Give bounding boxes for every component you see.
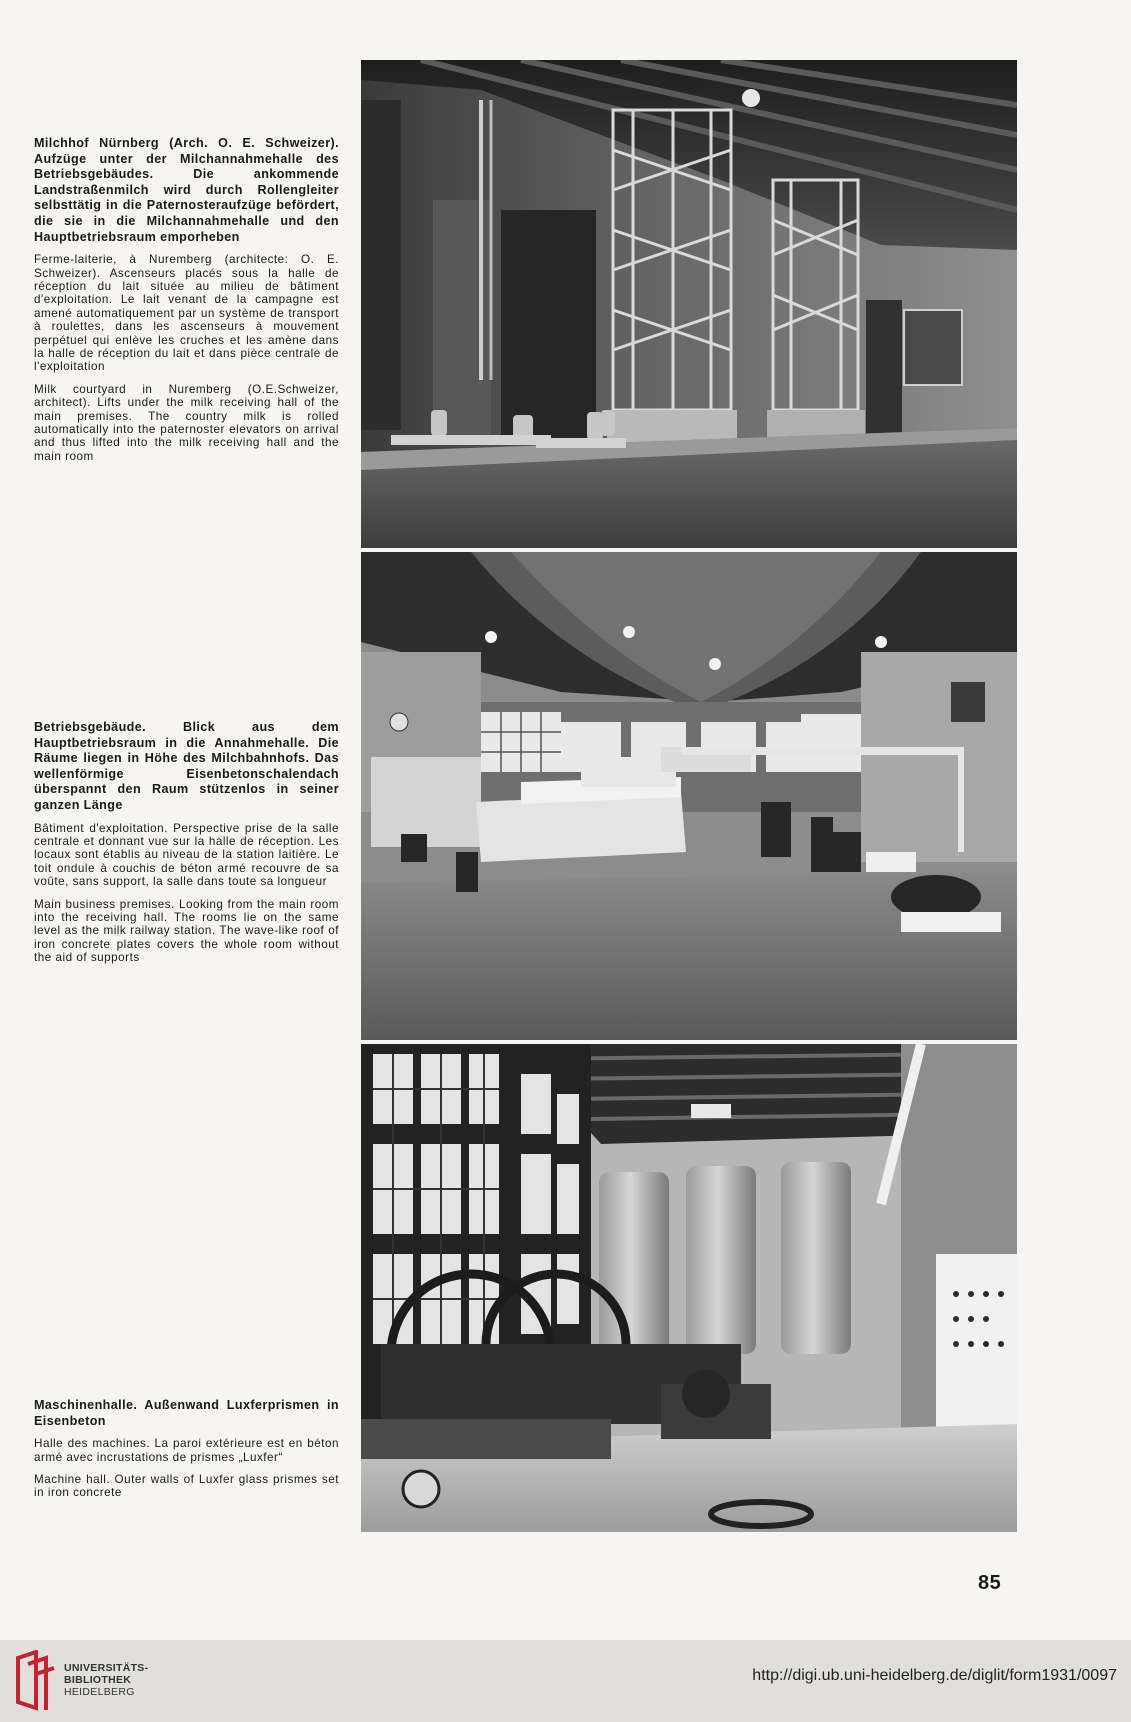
caption-text-english: Machine hall. Outer walls of Luxfer glass prismes set in iron concrete — [34, 1473, 339, 1500]
caption-machine-hall — [34, 1398, 339, 1509]
caption-text-english: Milk courtyard in Nuremberg (O.E.Schweizer, architect). Lifts under the milk receiving hall of the main premises. The country milk is rolled automatically into the paternoster elevators on arrival and thus lifted into the milk receiving hall and the main room — [34, 382, 339, 463]
caption-milk-courtyard — [34, 136, 339, 472]
caption-heading-german: Milchhof Nürnberg (Arch. O. E. Schweizer). Aufzüge unter der Milchannahmehalle des Betriebsgebäudes. Die ankommende Landstraßenmilch wird durch Rollengleiter selbsttätig in die Paternosteraufzüge befördert, die sie in die Milchannahmehalle und den Hauptbetriebsraum emporheben — [34, 136, 339, 244]
library-name-line: UNIVERSITÄTS- — [64, 1662, 149, 1674]
photo-milk-courtyard-elevators — [361, 60, 1017, 548]
page-number: 85 — [978, 1572, 1002, 1594]
library-name — [64, 1662, 148, 1698]
photo-machine-hall — [361, 1044, 1017, 1532]
photo-main-business-premises — [361, 552, 1017, 1040]
caption-text-french: Bâtiment d'exploitation. Perspective prise de la salle centrale et donnant vue sur la halle de réception. Les locaux sont établis au niveau de la station laitière. Le toit ondule à couchis de béton armé recouvre de sa voûte, sans support, la salle dans toute sa longueur — [34, 821, 339, 889]
caption-text-english: Main business premises. Looking from the main room into the receiving hall. The rooms lie on the same level as the milk railway station. The wave-like roof of iron concrete plates covers the whole room without the aid of supports — [34, 897, 339, 965]
caption-heading-german: Maschinenhalle. Außenwand Luxferprismen in Eisenbeton — [34, 1398, 339, 1428]
library-name-line: HEIDELBERG — [64, 1686, 135, 1698]
library-name-line: BIBLIOTHEK — [64, 1674, 132, 1686]
caption-text-french: Ferme-laiterie, à Nuremberg (architecte: O. E. Schweizer). Ascenseurs placés sous la halle de réception du lait située au milieu de bâtiment d'exploitation. Le lait venant de la campagne est amené automatiquement par un système de transport à roulettes, dans les ascenseurs à mouvement perpétuel qui enlève les cruches et les amène dans la halle de réception du lait et dans pièce centrale de l'exploitation — [34, 253, 339, 374]
caption-heading-german: Betriebsgebäude. Blick aus dem Hauptbetriebsraum in die Annahmehalle. Die Räume liegen in Höhe des Milchbahnhofs. Das wellenförmige Eisenbetonschalendach überspannt den Raum stützenlos in seiner ganzen Länge — [34, 720, 339, 812]
source-url-link[interactable]: http://digi.ub.uni-heidelberg.de/diglit/form1931/0097 — [752, 1667, 1117, 1684]
caption-main-premises — [34, 720, 339, 974]
library-logo-icon — [14, 1650, 58, 1712]
caption-text-french: Halle des machines. La paroi extérieure est en béton armé avec incrustations de prismes „Luxfer“ — [34, 1437, 339, 1464]
digitization-footer — [0, 1640, 1131, 1722]
